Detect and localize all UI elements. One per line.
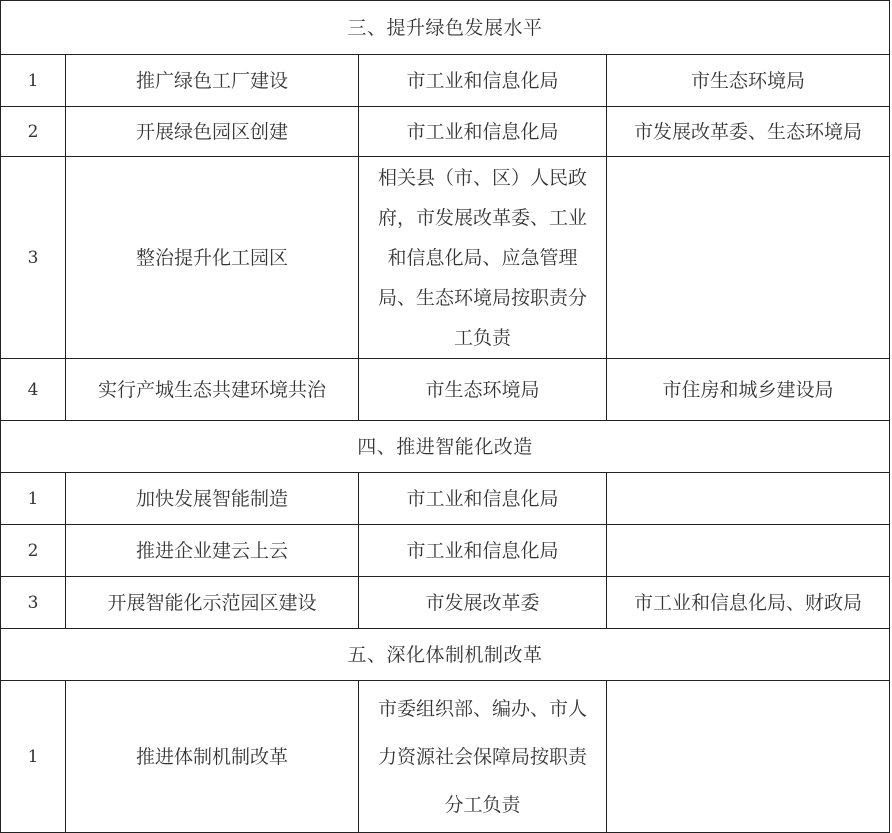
table-row: [1, 55, 890, 107]
table-row: [1, 473, 890, 525]
row-number: 3: [1, 157, 66, 359]
row-number: 1: [1, 681, 66, 833]
lead-cell: [359, 157, 607, 359]
row-number: 4: [1, 359, 66, 421]
lead-line: 市发展改革委: [425, 591, 540, 614]
lead-line: 市工业和信息化局: [406, 69, 559, 92]
lead-line: 市生态环境局: [425, 378, 540, 401]
table-row: [1, 681, 890, 833]
lead-line: 工负责: [453, 326, 511, 349]
lead-line: 市工业和信息化局: [406, 120, 559, 143]
lead-cell: [359, 525, 607, 577]
task-cell: 实行产城生态共建环境共治: [66, 359, 359, 421]
lead-line: 局、生态环境局按职责分: [377, 286, 587, 309]
section-header-row: [1, 1, 890, 55]
lead-line: 市工业和信息化局: [406, 487, 559, 510]
lead-line: 相关县（市、区）人民政: [377, 166, 587, 189]
section-title: 五、深化体制机制改革: [1, 629, 890, 681]
row-number: 1: [1, 473, 66, 525]
lead-cell: [359, 473, 607, 525]
assist-cell: 市工业和信息化局、财政局: [607, 577, 890, 629]
assist-cell: 市发展改革委、生态环境局: [607, 107, 890, 157]
task-cell: 整治提升化工园区: [66, 157, 359, 359]
assist-cell: [607, 473, 890, 525]
assist-cell: [607, 157, 890, 359]
lead-cell: [359, 55, 607, 107]
assist-cell: [607, 525, 890, 577]
row-number: 2: [1, 107, 66, 157]
task-cell: 开展绿色园区创建: [66, 107, 359, 157]
task-cell: 推进企业建云上云: [66, 525, 359, 577]
row-number: 3: [1, 577, 66, 629]
assist-cell: 市住房和城乡建设局: [607, 359, 890, 421]
task-cell: 加快发展智能制造: [66, 473, 359, 525]
table-row: [1, 107, 890, 157]
table-row: [1, 577, 890, 629]
task-cell: 推进体制机制改革: [66, 681, 359, 833]
task-cell: 推广绿色工厂建设: [66, 55, 359, 107]
lead-cell: [359, 107, 607, 157]
table-row: [1, 359, 890, 421]
section-title: 四、推进智能化改造: [1, 421, 890, 473]
section-header-row: [1, 421, 890, 473]
lead-cell: [359, 577, 607, 629]
lead-line: 力资源社会保障局按职责: [377, 745, 587, 768]
task-cell: 开展智能化示范园区建设: [66, 577, 359, 629]
lead-cell: [359, 681, 607, 833]
lead-line: 分工负责: [444, 793, 521, 816]
lead-line: 市工业和信息化局: [406, 539, 559, 562]
table-row: [1, 157, 890, 359]
assist-cell: 市生态环境局: [607, 55, 890, 107]
assist-cell: [607, 681, 890, 833]
section-title: 三、提升绿色发展水平: [1, 1, 890, 55]
lead-line: 府，市发展改革委、工业: [377, 206, 587, 229]
lead-line: 市委组织部、编办、市人: [377, 697, 587, 720]
table-row: [1, 525, 890, 577]
row-number: 2: [1, 525, 66, 577]
lead-cell: [359, 359, 607, 421]
section-header-row: [1, 629, 890, 681]
row-number: 1: [1, 55, 66, 107]
lead-line: 和信息化局、应急管理: [387, 246, 578, 269]
